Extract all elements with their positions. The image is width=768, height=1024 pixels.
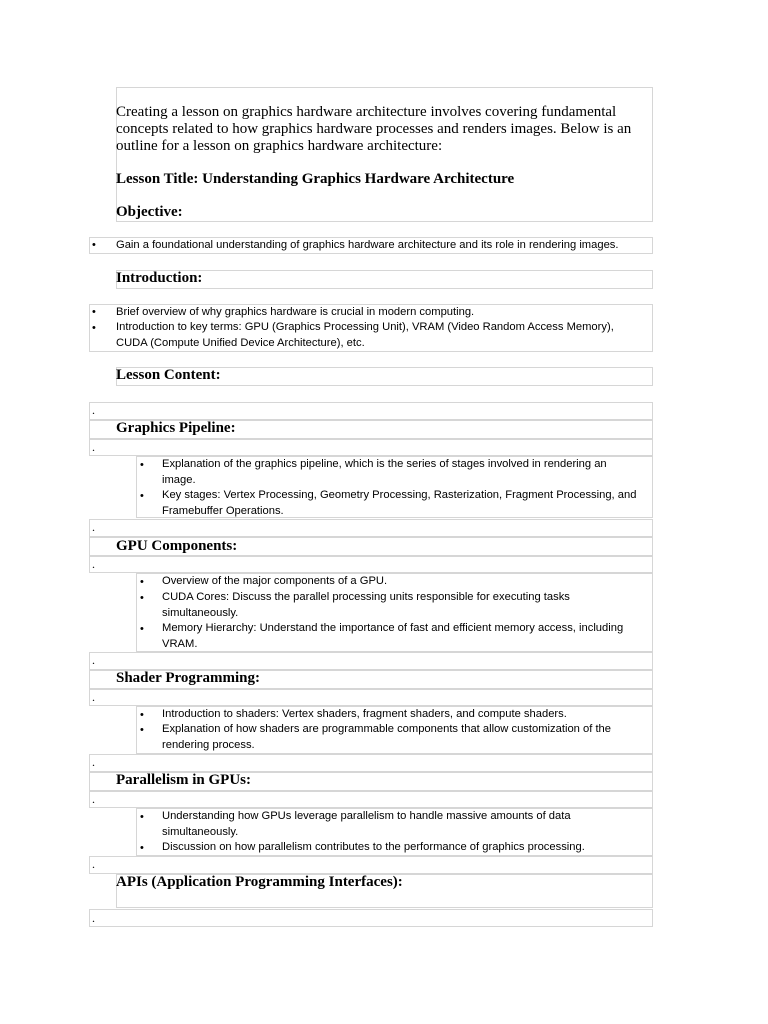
- bullet-icon: •: [92, 239, 96, 251]
- bullet-icon: •: [92, 322, 96, 334]
- list-item: Explanation of the graphics pipeline, which is the series of stages involved in rendering an image.: [162, 458, 607, 486]
- objective-heading: Objective:: [116, 204, 183, 220]
- list-marker-box: [89, 791, 653, 808]
- lesson-content-heading: Lesson Content:: [116, 367, 221, 383]
- bullet-icon: •: [140, 842, 144, 854]
- list-item: Explanation of how shaders are programmable components that allow customization of the rendering process.: [162, 723, 611, 751]
- bullet-icon: •: [140, 459, 144, 471]
- list-marker: .: [92, 557, 95, 571]
- list-marker: .: [92, 755, 95, 769]
- list-marker-box: [89, 556, 653, 573]
- bullet-icon: •: [140, 592, 144, 604]
- list-marker-box: [89, 652, 653, 670]
- list-marker: .: [92, 440, 95, 454]
- list-marker-box: [89, 754, 653, 772]
- list-marker-box: [89, 909, 653, 927]
- bullet-icon: •: [140, 709, 144, 721]
- introduction-item: Brief overview of why graphics hardware is crucial in modern computing.: [116, 306, 475, 318]
- list-marker-box: [89, 689, 653, 706]
- bullet-icon: •: [140, 623, 144, 635]
- list-item: Overview of the major components of a GPU.: [162, 575, 388, 587]
- list-item: CUDA Cores: Discuss the parallel processing units responsible for executing tasks simultaneously.: [162, 591, 570, 619]
- section-heading-parallelism: Parallelism in GPUs:: [116, 772, 251, 788]
- list-marker: .: [92, 792, 95, 806]
- section-heading-gpu-components: GPU Components:: [116, 538, 238, 554]
- list-item: Introduction to shaders: Vertex shaders, fragment shaders, and compute shaders.: [162, 708, 567, 720]
- intro-paragraph: Creating a lesson on graphics hardware architecture involves covering fundamental concepts related to how graphics hardware processes and renders images. Below is an outline for a lesson on graphics hardware architecture:: [116, 104, 632, 154]
- list-marker: .: [92, 520, 95, 534]
- section-heading-graphics-pipeline: Graphics Pipeline:: [116, 420, 236, 436]
- introduction-heading: Introduction:: [116, 270, 203, 286]
- list-marker: .: [92, 653, 95, 667]
- list-item: Key stages: Vertex Processing, Geometry Processing, Rasterization, Fragment Processing, and Framebuffer Operations.: [162, 489, 637, 517]
- list-item: Understanding how GPUs leverage parallelism to handle massive amounts of data simultaneously.: [162, 810, 571, 838]
- list-marker: .: [92, 857, 95, 871]
- list-item: Memory Hierarchy: Understand the importance of fast and efficient memory access, including VRAM.: [162, 622, 624, 650]
- list-marker-box: [89, 402, 653, 420]
- lesson-title: Lesson Title: Understanding Graphics Hardware Architecture: [116, 171, 515, 187]
- bullet-icon: •: [140, 811, 144, 823]
- list-marker: .: [92, 911, 95, 925]
- bullet-icon: •: [140, 490, 144, 502]
- bullet-icon: •: [140, 724, 144, 736]
- list-marker: .: [92, 690, 95, 704]
- section-heading-shader-programming: Shader Programming:: [116, 670, 261, 686]
- list-marker: .: [92, 403, 95, 417]
- list-marker-box: [89, 439, 653, 456]
- objective-item: Gain a foundational understanding of graphics hardware architecture and its role in rendering images.: [116, 239, 619, 251]
- introduction-item: Introduction to key terms: GPU (Graphics Processing Unit), VRAM (Video Random Access Memory), CUDA (Compute Unified Device Architecture), etc.: [116, 321, 614, 349]
- list-item: Discussion on how parallelism contributes to the performance of graphics processing.: [162, 841, 585, 853]
- bullet-icon: •: [92, 306, 96, 318]
- list-marker-box: [89, 519, 653, 537]
- section-heading-apis: APIs (Application Programming Interfaces):: [116, 874, 403, 890]
- bullet-icon: •: [140, 576, 144, 588]
- list-marker-box: [89, 856, 653, 874]
